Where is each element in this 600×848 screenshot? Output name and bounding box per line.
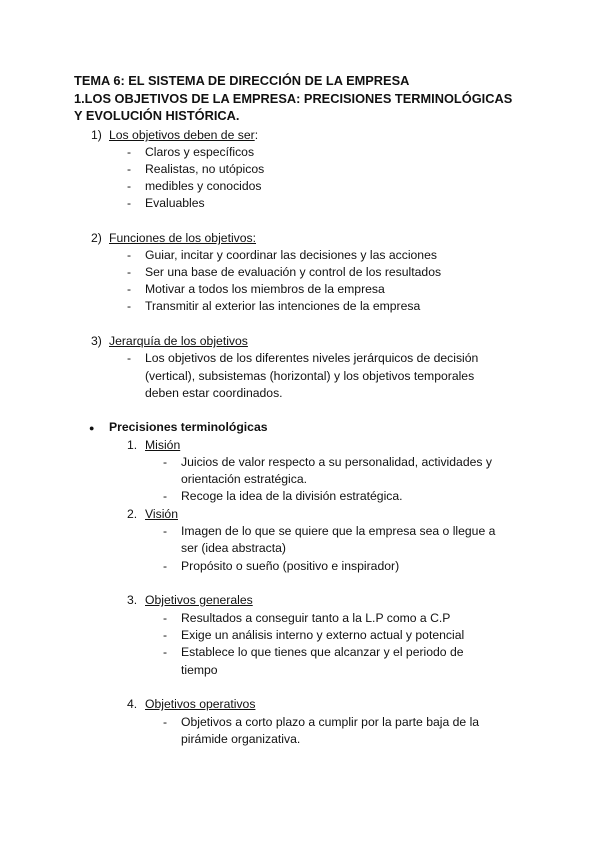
list-dash: - — [127, 179, 132, 193]
section-2-number: 2) — [91, 231, 102, 245]
list-dash: - — [127, 299, 132, 313]
list-dash: - — [127, 265, 132, 279]
list-item-line: Resultados a conseguir tanto a la L.P como a C.P — [181, 611, 451, 625]
list-dash: - — [163, 524, 168, 538]
section-1-number: 1) — [91, 128, 102, 142]
list-dash: - — [127, 351, 132, 365]
list-item-line: Propósito o sueño (positivo e inspirador) — [181, 559, 400, 573]
section-title-line-2: Y EVOLUCIÓN HISTÓRICA. — [74, 108, 240, 123]
list-item-line: Los objetivos de los diferentes niveles jerárquicos de decisión — [145, 351, 479, 365]
list-item-line: ser (idea abstracta) — [181, 541, 286, 555]
section-1-heading — [109, 127, 258, 145]
entry-1-heading: Misión — [145, 438, 181, 452]
list-item-line: tiempo — [181, 663, 218, 677]
document-title: TEMA 6: EL SISTEMA DE DIRECCIÓN DE LA EMPRESA — [74, 73, 410, 88]
list-dash: - — [127, 248, 132, 262]
list-item-line: Recoge la idea de la división estratégica. — [181, 489, 403, 503]
list-item-line: Juicios de valor respecto a su personalidad, actividades y — [181, 455, 492, 469]
entry-2-heading: Visión — [145, 507, 178, 521]
section-title-line-1: 1.LOS OBJETIVOS DE LA EMPRESA: PRECISIONES TERMINOLÓGICAS — [74, 90, 513, 106]
entry-1-number: 1. — [127, 438, 138, 452]
list-dash: - — [127, 196, 132, 210]
list-item-line: (vertical), subsistemas (horizontal) y los objetivos temporales — [145, 369, 475, 383]
list-item: medibles y conocidos — [145, 179, 262, 193]
list-item-line: Exige un análisis interno y externo actual y potencial — [181, 628, 465, 642]
list-dash: - — [163, 559, 168, 573]
list-dash: - — [127, 282, 132, 296]
list-dash: - — [163, 645, 168, 659]
list-dash: - — [127, 162, 132, 176]
list-item: Ser una base de evaluación y control de los resultados — [145, 265, 442, 279]
entry-4-number: 4. — [127, 697, 138, 711]
list-dash: - — [163, 611, 168, 625]
list-dash: - — [163, 628, 168, 642]
list-item-line: Objetivos a corto plazo a cumplir por la parte baja de la — [181, 715, 480, 729]
document-header — [74, 72, 544, 125]
section-3-number: 3) — [91, 334, 102, 348]
entry-2-number: 2. — [127, 507, 138, 521]
list-item: Realistas, no utópicos — [145, 162, 265, 176]
list-item: Guiar, incitar y coordinar las decisiones y las acciones — [145, 248, 437, 262]
list-item: Evaluables — [145, 196, 205, 210]
section-3-heading: Jerarquía de los objetivos — [109, 334, 248, 348]
bullet-icon: ● — [89, 423, 95, 433]
section-1-heading-colon: : — [254, 128, 259, 142]
precisiones-heading: Precisiones terminológicas — [109, 420, 268, 434]
list-item: Transmitir al exterior las intenciones de la empresa — [145, 299, 421, 313]
list-dash: - — [163, 455, 168, 469]
list-item-line: pirámide organizativa. — [181, 732, 301, 746]
section-2-heading: Funciones de los objetivos: — [109, 231, 257, 245]
list-item: Claros y específicos — [145, 145, 255, 159]
list-dash: - — [163, 715, 168, 729]
list-item-line: orientación estratégica. — [181, 472, 308, 486]
list-item-line: Imagen de lo que se quiere que la empresa sea o llegue a — [181, 524, 496, 538]
list-item-line: deben estar coordinados. — [145, 386, 283, 400]
section-1-heading-text: Los objetivos deben de ser — [109, 128, 255, 142]
entry-3-heading: Objetivos generales — [145, 593, 253, 607]
list-dash: - — [127, 145, 132, 159]
list-item-line: Establece lo que tienes que alcanzar y el periodo de — [181, 645, 464, 659]
entry-3-number: 3. — [127, 593, 138, 607]
entry-4-heading: Objetivos operativos — [145, 697, 256, 711]
list-dash: - — [163, 489, 168, 503]
list-item: Motivar a todos los miembros de la empresa — [145, 282, 385, 296]
